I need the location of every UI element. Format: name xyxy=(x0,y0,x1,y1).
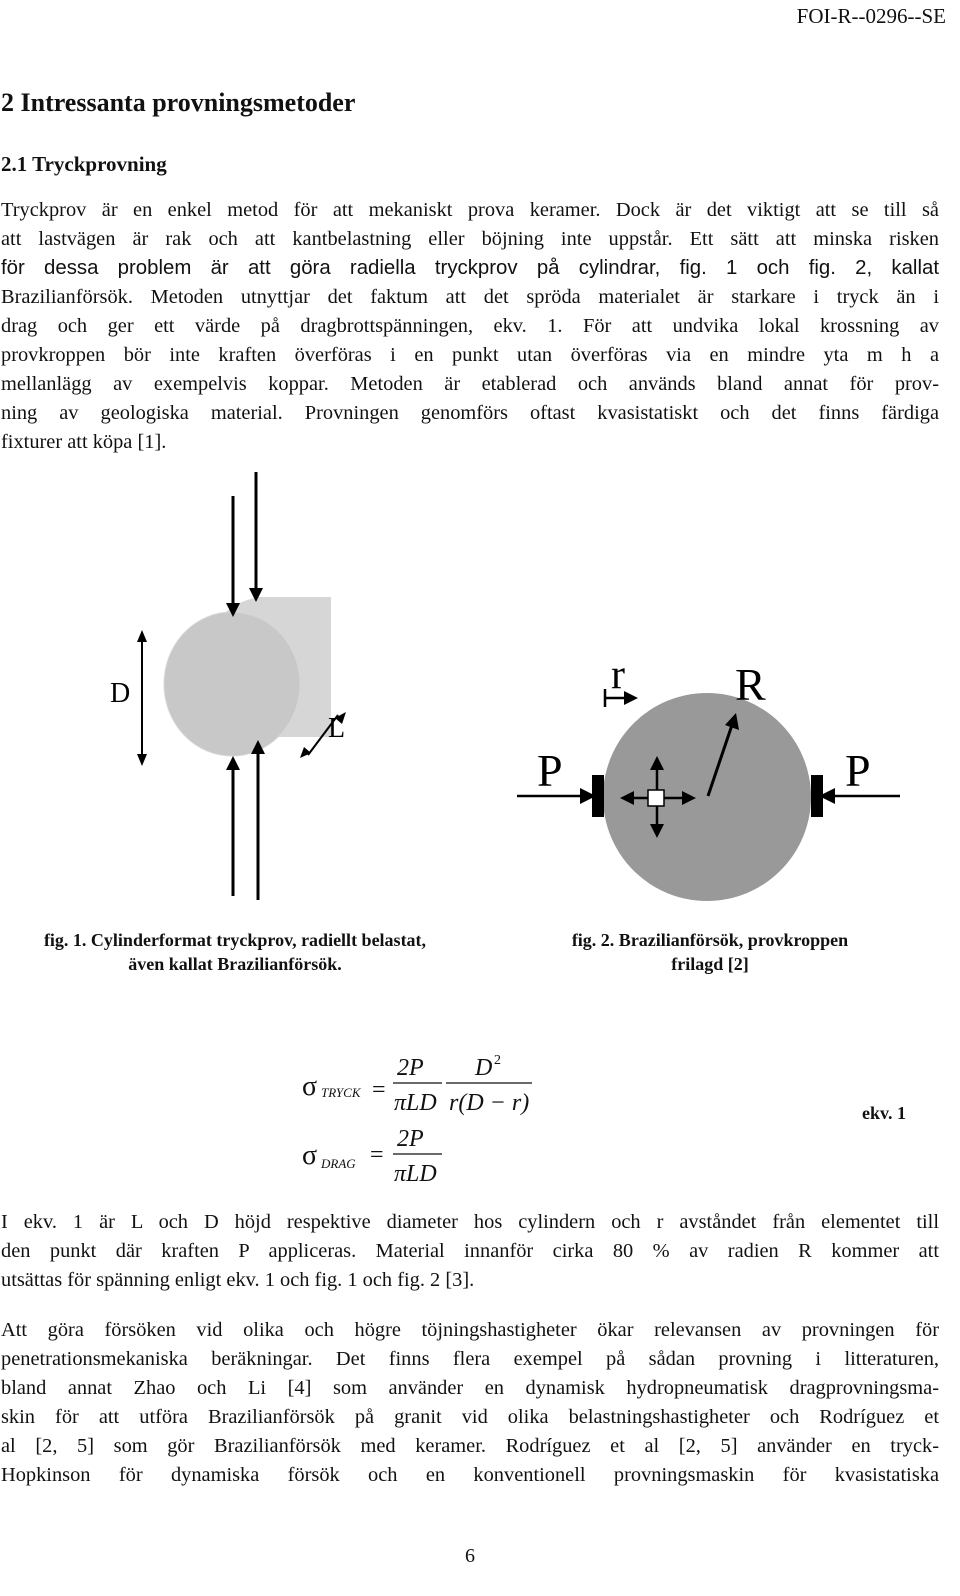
text-line: Hopkinson för dynamiska försök och en konventionell provningsmaskin för kvasistatiska xyxy=(1,1464,939,1486)
document-id: FOI-R--0296--SE xyxy=(796,4,946,28)
text-line: I ekv. 1 är L och D höjd respektive diameter hos cylindern och r avståndet från elementet till xyxy=(1,1211,939,1233)
exponent-2: 2 xyxy=(494,1053,501,1068)
sigma-tryck: σ xyxy=(302,1071,318,1102)
denominator-rDr: r(D − r) xyxy=(449,1090,530,1116)
equation-1 xyxy=(280,1040,580,1200)
paragraph-strain-rate xyxy=(1,1316,939,1490)
numerator-D: D xyxy=(475,1055,493,1081)
label-L: L xyxy=(328,713,346,744)
text-line: ning av geologiska material. Provningen genomförs oftast kvasistatiskt och det finns färdiga xyxy=(1,402,939,424)
equals-1: = xyxy=(372,1077,386,1103)
figure-1-cylinder xyxy=(137,472,346,900)
sigma-drag: σ xyxy=(302,1140,318,1171)
text-line: al [2, 5] som gör Brazilianförsök med keramer. Rodríguez et al [2, 5] använder en tryck- xyxy=(1,1435,939,1457)
caption-line: fig. 1. Cylinderformat tryckprov, radiellt belastat, xyxy=(43,930,427,950)
text-line: bland annat Zhao och Li [4] som använder en dynamisk hydropneumatisk dragprovningsma- xyxy=(1,1377,939,1399)
equals-2: = xyxy=(370,1142,384,1168)
label-r: r xyxy=(611,652,625,698)
page-number: 6 xyxy=(465,1545,475,1567)
text-line: Att göra försöken vid olika och högre töjningshastigheter ökar relevansen av provningen för xyxy=(1,1319,939,1341)
label-R: R xyxy=(735,659,766,710)
denominator-piLD: πLD xyxy=(394,1090,437,1116)
text-line: Tryckprov är en enkel metod för att mekaniskt prova keramer. Dock är det viktigt att se till så xyxy=(1,199,939,221)
text-line: utsättas för spänning enligt ekv. 1 och fig. 1 och fig. 2 [3]. xyxy=(1,1269,475,1291)
text-line: skin för att utföra Brazilianförsök på granit vid olika belastningshastigheter och Rodríguez et xyxy=(1,1406,939,1428)
subscript-drag: DRAG xyxy=(321,1156,356,1171)
caption-line: fig. 2. Brazilianförsök, provkroppen xyxy=(571,930,849,950)
figure-2-caption xyxy=(530,928,890,976)
text-line: Brazilianförsök. Metoden utnyttjar det faktum att det spröda materialet är starkare i tryck än i xyxy=(1,286,939,308)
text-line: penetrationsmekaniska beräkningar. Det finns flera exempel på sådan provning i litteraturen, xyxy=(1,1348,939,1370)
numerator-2P: 2P xyxy=(397,1055,424,1081)
equation-label: ekv. 1 xyxy=(862,1103,907,1123)
text-line: drag och ger ett värde på dragbrottspänningen, ekv. 1. För att undvika lokal krossning av xyxy=(1,315,939,337)
label-P-left: P xyxy=(537,745,563,796)
figures-illustration xyxy=(0,460,960,930)
numerator-2P-drag: 2P xyxy=(397,1126,424,1152)
text-line: för dessa problem är att göra radiella tryckprov på cylindrar, fig. 1 och fig. 2, kallat xyxy=(1,257,939,279)
text-line: den punkt där kraften P appliceras. Material innanför cirka 80 % av radien R kommer att xyxy=(1,1240,939,1262)
subsection-heading: 2.1 Tryckprovning xyxy=(1,152,167,176)
text-line: mellanlägg av exempelvis koppar. Metoden är etablerad och används bland annat för prov- xyxy=(1,373,939,395)
stress-element xyxy=(648,790,664,806)
text-line: fixturer att köpa [1]. xyxy=(1,431,167,453)
paragraph-explanation xyxy=(1,1208,939,1295)
figure-1-caption xyxy=(0,928,470,976)
caption-line: frilagd [2] xyxy=(671,954,749,974)
caption-line: även kallat Brazilianförsök. xyxy=(128,954,342,974)
section-heading: 2 Intressanta provningsmetoder xyxy=(1,88,356,117)
text-line: provkroppen bör inte kraften överföras i en punkt utan överföras via en mindre yta m h a xyxy=(1,344,939,366)
denominator-piLD-drag: πLD xyxy=(394,1161,437,1187)
figure-2-disc xyxy=(517,689,900,901)
label-P-right: P xyxy=(845,745,871,796)
label-D: D xyxy=(110,678,131,709)
text-line: att lastvägen är rak och att kantbelastning eller böjning inte uppstår. Ett sätt att minska risken xyxy=(1,228,939,250)
paragraph-intro xyxy=(1,196,939,457)
cylinder-front-face xyxy=(164,612,300,756)
subscript-tryck: TRYCK xyxy=(321,1085,361,1100)
